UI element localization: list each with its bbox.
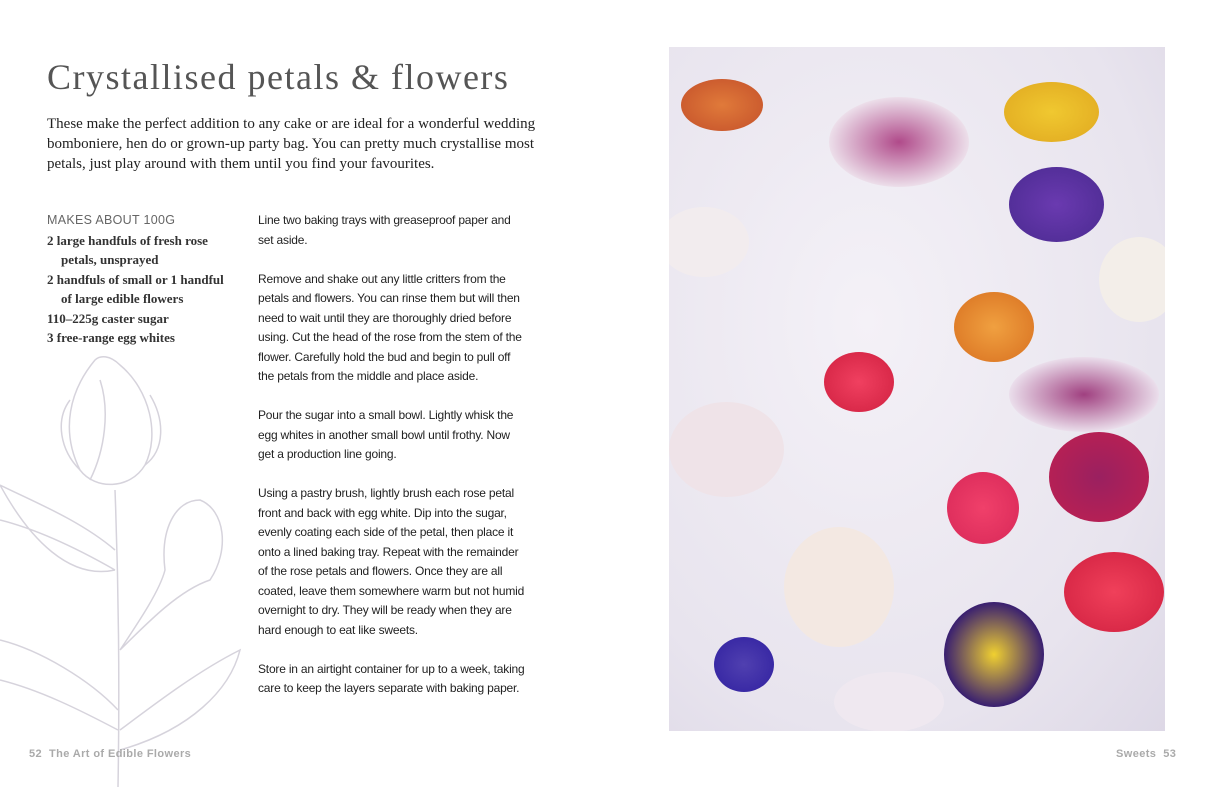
method-paragraph [258,484,525,640]
method-line: coated, leave them somewhere warm but not humid [258,583,525,598]
intro-line: petals, just play around with them until you find your favourites. [47,156,435,172]
method-line: need to wait until they are thoroughly dried before [258,310,512,325]
method-paragraph [258,406,525,465]
method-line: Using a pastry brush, lightly brush each rose petal [258,486,514,500]
method-line: flower. Carefully hold the bud and begin to pull off [258,349,511,364]
method-line: set aside. [258,232,308,247]
page-title: Crystallised petals & flowers [47,57,510,97]
rose-illustration [0,350,250,787]
page-number: 52 [29,748,43,760]
method-line: egg whites in another small bowl until frothy. Now [258,427,510,442]
method-line: Remove and shake out any little critters from the [258,271,506,286]
method-line: hard enough to eat like sweets. [258,622,418,637]
method-line: evenly coating each side of the petal, then place it [258,525,514,539]
ingredient: 110–225g caster sugar [47,310,169,326]
footer-left [29,748,191,760]
ingredient: 2 large handfuls of fresh rose [47,232,208,248]
book-title: The Art of Edible Flowers [48,748,192,760]
crystallised-flowers-photo [669,47,1165,731]
method-line: Store in an airtight container for up to a week, taking [258,661,525,676]
method-line: the petals from the middle and place aside. [258,369,479,383]
ingredient: 2 handfuls of small or 1 handful [47,271,224,287]
page-number: 53 [1163,748,1177,760]
intro-text [47,114,557,174]
method-line: Pour the sugar into a small bowl. Lightly whisk the [258,408,514,422]
footer-right [1116,748,1176,760]
section-title: Sweets [1116,748,1157,760]
method-line: onto a lined baking tray. Repeat with the remainder [258,544,519,559]
ingredients-list [47,211,224,348]
method-line: overnight to dry. They will be ready when they are [258,603,512,617]
intro-line: bomboniere, hen do or grown-up party bag. You can pretty much crystallise most [47,136,534,152]
method-line: get a production line going. [258,447,397,461]
intro-line: These make the perfect addition to any cake or are ideal for a wonderful wedding [47,116,536,132]
method-paragraph [258,270,525,387]
yield-label: MAKES ABOUT 100G [47,213,176,227]
ingredient: of large edible flowers [61,291,184,306]
method-line: of the rose petals and flowers. Once they are all [258,564,503,578]
ingredient: petals, unsprayed [61,252,159,267]
method-paragraph [258,211,525,250]
ingredient: 3 free-range egg whites [47,330,175,345]
method-paragraph [258,660,525,699]
method-text [258,211,525,718]
method-line: Line two baking trays with greaseproof paper and [258,213,511,227]
method-line: using. Cut the head of the rose from the stem of the [258,330,522,344]
method-line: petals and flowers. You can rinse them but will then [258,291,520,305]
method-line: care to keep the layers separate with baking paper. [258,681,520,695]
method-line: front and back with egg white. Dip into the sugar, [258,505,507,520]
